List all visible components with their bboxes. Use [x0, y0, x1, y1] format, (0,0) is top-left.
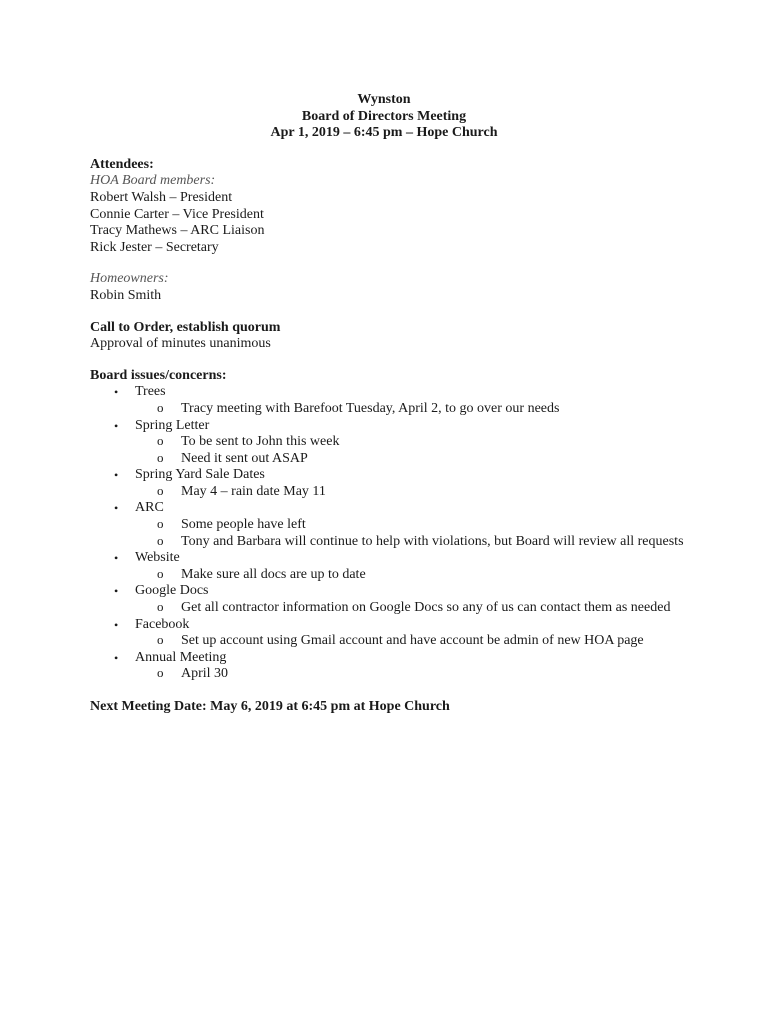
issue-subitem	[135, 517, 690, 534]
bullet-icon: •	[114, 385, 119, 400]
bullet-icon: •	[114, 551, 119, 566]
board-members-label: HOA Board members:	[90, 173, 216, 189]
issue-item	[90, 617, 690, 650]
attendees-heading: Attendees:	[90, 156, 154, 172]
org-name: Wynston	[357, 92, 411, 107]
bullet-icon: •	[114, 650, 119, 665]
issue-item	[90, 583, 690, 616]
issue-subitem-text: Set up account using Gmail account and have account be admin of new HOA page	[181, 633, 644, 649]
bullet-icon: •	[114, 501, 119, 516]
homeowner: Robin Smith	[90, 287, 162, 303]
issue-label: Website	[135, 550, 180, 566]
issue-subitems	[135, 484, 690, 501]
board-member: Tracy Mathews – ARC Liaison	[90, 223, 265, 239]
issue-subitem-text: Tony and Barbara will continue to help with violations, but Board will review all requests	[181, 533, 684, 549]
issue-subitems	[135, 401, 690, 418]
issue-subitems	[135, 633, 690, 650]
issue-subitems	[135, 600, 690, 617]
next-meeting-date: Next Meeting Date: May 6, 2019 at 6:45 pm at Hope Church	[90, 699, 450, 714]
bullet-icon: •	[114, 584, 119, 599]
issue-label: Google Docs	[135, 583, 209, 599]
issue-subitem	[135, 633, 690, 650]
issue-subitem	[135, 600, 690, 617]
sub-bullet-icon: o	[157, 482, 164, 498]
bullet-icon: •	[114, 617, 119, 632]
homeowners-label: Homeowners:	[90, 271, 169, 287]
issue-subitems	[135, 567, 690, 584]
call-to-order-heading: Call to Order, establish quorum	[90, 319, 281, 335]
issue-item	[90, 418, 690, 468]
issue-item	[90, 467, 690, 500]
issue-subitem	[135, 666, 690, 683]
issue-label: Annual Meeting	[135, 649, 227, 665]
issue-item	[90, 550, 690, 583]
issue-label: Spring Letter	[135, 417, 210, 433]
document-page	[90, 92, 690, 716]
board-issues-heading: Board issues/concerns:	[90, 367, 227, 383]
issue-subitem-text: Make sure all docs are up to date	[181, 566, 366, 582]
meeting-title: Board of Directors Meeting	[301, 108, 467, 124]
call-to-order-text: Approval of minutes unanimous	[90, 336, 271, 352]
board-issues-list	[90, 384, 690, 683]
issue-label: Trees	[135, 384, 166, 400]
issue-item	[90, 500, 690, 550]
issue-subitem-text: April 30	[181, 666, 229, 682]
issue-label: Spring Yard Sale Dates	[135, 467, 265, 483]
issue-item	[90, 650, 690, 683]
issue-item	[90, 384, 690, 417]
issue-subitem-text: To be sent to John this week	[181, 434, 340, 450]
issue-subitem	[135, 484, 690, 501]
issue-subitem-text: Tracy meeting with Barefoot Tuesday, April 2, to go over our needs	[181, 400, 560, 416]
sub-bullet-icon: o	[157, 665, 164, 681]
issue-subitem	[135, 401, 690, 418]
sub-bullet-icon: o	[157, 565, 164, 581]
issue-subitems	[135, 666, 690, 683]
issue-subitems	[135, 517, 690, 550]
meeting-date-location: Apr 1, 2019 – 6:45 pm – Hope Church	[270, 125, 498, 141]
issue-subitem	[135, 451, 690, 468]
issue-subitem-text: Get all contractor information on Google Docs so any of us can contact them as needed	[181, 600, 671, 616]
board-member: Connie Carter – Vice President	[90, 206, 264, 222]
sub-bullet-icon: o	[157, 433, 164, 449]
board-member: Rick Jester – Secretary	[90, 239, 219, 255]
bullet-icon: •	[114, 468, 119, 483]
issue-subitem-text: Need it sent out ASAP	[181, 450, 308, 466]
issue-subitem-text: Some people have left	[181, 517, 306, 533]
sub-bullet-icon: o	[157, 532, 164, 548]
sub-bullet-icon: o	[157, 632, 164, 648]
issue-subitems	[135, 434, 690, 467]
issue-subitem	[135, 534, 690, 551]
issue-subitem	[135, 567, 690, 584]
sub-bullet-icon: o	[157, 399, 164, 415]
issue-label: ARC	[135, 500, 164, 516]
sub-bullet-icon: o	[157, 516, 164, 532]
issue-label: Facebook	[135, 616, 190, 632]
board-member: Robert Walsh – President	[90, 189, 233, 205]
sub-bullet-icon: o	[157, 449, 164, 465]
bullet-icon: •	[114, 418, 119, 433]
issue-subitem	[135, 434, 690, 451]
issue-subitem-text: May 4 – rain date May 11	[181, 483, 326, 499]
sub-bullet-icon: o	[157, 599, 164, 615]
